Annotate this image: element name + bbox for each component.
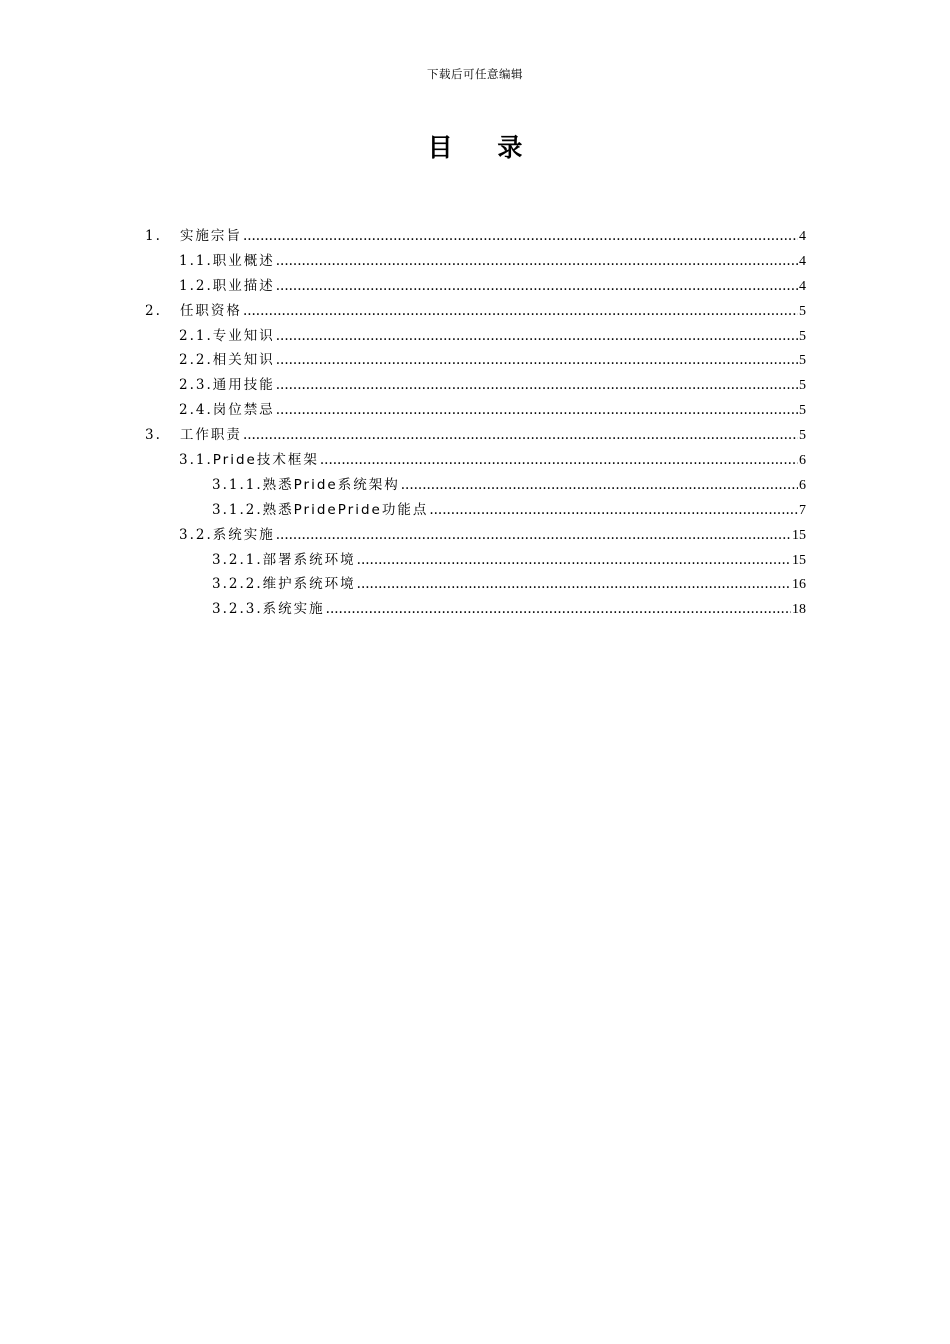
toc-entry-number: 3.1.1. (212, 476, 263, 493)
toc-entry[interactable] (0, 226, 950, 251)
toc-entry-page: 6 (799, 477, 806, 493)
toc-entry-page: 4 (799, 229, 806, 244)
toc-entry-page: 6 (799, 453, 806, 469)
toc-entry[interactable] (0, 450, 950, 475)
toc-title: 目 录 (427, 133, 541, 162)
toc-dot-leader (326, 599, 791, 619)
toc-entry[interactable] (0, 574, 950, 599)
toc-entry[interactable] (0, 500, 950, 525)
toc-entry[interactable] (0, 375, 950, 400)
toc-entry-number: 1. (145, 228, 162, 244)
toc-entry-page: 15 (792, 527, 806, 543)
toc-entry-number: 2.2. (179, 352, 213, 369)
toc-entry-label: Pride技术框架 (212, 452, 319, 469)
toc-entry-page: 5 (799, 378, 806, 394)
toc-entry-number: 3. (145, 427, 162, 444)
toc-dot-leader (276, 326, 798, 346)
toc-entry-label: 部署系统环境 (262, 551, 356, 568)
toc-dot-leader (357, 550, 791, 570)
toc-entry-label: 职业概述 (212, 252, 275, 269)
toc-dot-leader (243, 425, 798, 445)
toc-entry-number: 3.2. (179, 526, 213, 543)
toc-dot-leader (276, 400, 798, 420)
toc-entry[interactable] (0, 251, 950, 276)
toc-entry-number: 3.1.2. (212, 501, 263, 518)
toc-dot-leader (429, 500, 798, 520)
toc-entry-page: 5 (799, 428, 806, 444)
toc-entry-label: 岗位禁忌 (212, 402, 275, 419)
toc-entry-label: 专业知识 (212, 327, 275, 344)
toc-entry-number: 2.3. (179, 377, 213, 394)
toc-entry-label: 职业描述 (212, 277, 275, 294)
toc-entry[interactable] (0, 550, 950, 575)
toc-entry-label: 相关知识 (212, 352, 275, 369)
toc-entry-label: 通用技能 (212, 377, 275, 394)
toc-dot-leader (243, 226, 798, 246)
toc-entry-label: 系统实施 (212, 526, 275, 543)
toc-entry[interactable] (0, 525, 950, 550)
toc-entry-page: 5 (799, 403, 806, 419)
toc-entry-page: 16 (792, 577, 806, 593)
toc-dot-leader (276, 375, 798, 395)
toc-entry[interactable] (0, 350, 950, 375)
toc-entry[interactable] (0, 475, 950, 500)
toc-entry-page: 5 (799, 353, 806, 369)
toc-entry-number: 3.2.1. (212, 551, 263, 568)
page-header-note: 下载后可任意编辑 (427, 67, 523, 81)
toc-entry-page: 18 (792, 602, 806, 618)
toc-dot-leader (276, 350, 798, 370)
toc-entry-label: 任职资格 (179, 302, 242, 319)
toc-entry-number: 1.1. (179, 252, 213, 269)
toc-dot-leader (276, 525, 791, 545)
toc-entry-page: 15 (792, 552, 806, 568)
toc-entry-page: 4 (799, 253, 806, 269)
toc-entry-number: 2.4. (179, 402, 213, 419)
toc-entry-number: 2.1. (179, 327, 213, 344)
toc-dot-leader (357, 574, 791, 594)
toc-entry[interactable] (0, 599, 950, 624)
toc-dot-leader (243, 301, 798, 321)
toc-entry-label: 熟悉PridePride功能点 (262, 501, 429, 518)
toc-entry-number: 2. (145, 302, 162, 319)
toc-entry[interactable] (0, 326, 950, 351)
toc-entry-page: 5 (799, 303, 806, 319)
toc-entry-label: 工作职责 (179, 427, 242, 444)
toc-entry[interactable] (0, 425, 950, 450)
toc-dot-leader (276, 276, 798, 296)
table-of-contents (0, 226, 950, 624)
toc-entry-number: 3.2.2. (212, 576, 263, 593)
toc-entry[interactable] (0, 400, 950, 425)
toc-dot-leader (401, 475, 798, 495)
toc-entry-number: 3.2.3. (212, 601, 263, 618)
toc-entry-page: 7 (799, 502, 806, 518)
toc-dot-leader (276, 251, 798, 271)
toc-entry[interactable] (0, 276, 950, 301)
toc-entry-label: 实施宗旨 (179, 228, 242, 244)
toc-dot-leader (320, 450, 798, 470)
toc-entry-page: 4 (799, 278, 806, 294)
toc-entry[interactable] (0, 301, 950, 326)
toc-entry-label: 熟悉Pride系统架构 (262, 476, 400, 493)
toc-entry-number: 1.2. (179, 277, 213, 294)
toc-entry-number: 3.1. (179, 452, 213, 469)
toc-entry-page: 5 (799, 328, 806, 344)
toc-entry-label: 系统实施 (262, 601, 325, 618)
toc-entry-label: 维护系统环境 (262, 576, 356, 593)
